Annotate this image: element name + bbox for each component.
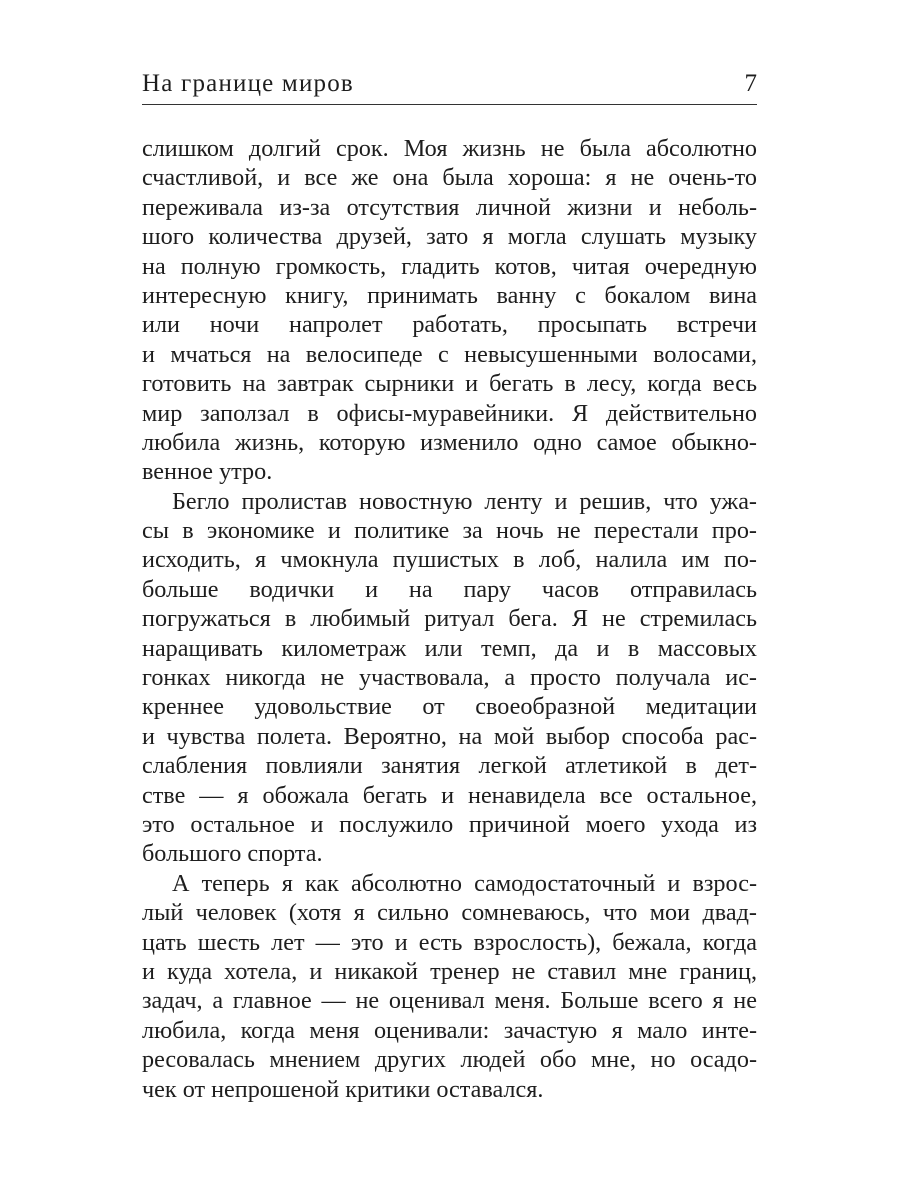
running-header [142, 66, 757, 105]
text-line: счастливой, и все же она была хороша: я не очень-то [142, 164, 757, 192]
text-line: Бегло пролистав новостную ленту и решив, что ужа- [172, 487, 757, 515]
text-line: или ночи напролет работать, просыпать встречи [142, 311, 757, 339]
text-line: венное утро. [142, 458, 273, 486]
text-line: переживала из-за отсутствия личной жизни и неболь- [142, 193, 757, 221]
paragraph [142, 487, 757, 869]
body-text [142, 134, 757, 1104]
text-line: стве — я обожала бегать и ненавидела все остальное, [142, 781, 757, 809]
text-line: слабления повлияли занятия легкой атлетикой в дет- [142, 752, 757, 780]
text-line: исходить, я чмокнула пушистых в лоб, налила им по- [142, 546, 757, 574]
page-number: 7 [744, 70, 757, 97]
text-line: гонках никогда не участвовала, а просто получала ис- [142, 664, 757, 692]
text-line: наращивать километраж или темп, да и в массовых [142, 634, 757, 662]
text-line: задач, а главное — не оценивал меня. Больше всего я не [142, 987, 757, 1015]
text-line: креннее удовольствие от своеобразной медитации [142, 693, 757, 721]
text-line: интересную книгу, принимать ванну с бокалом вина [142, 281, 757, 309]
text-line: и чувства полета. Вероятно, на мой выбор способа рас- [142, 722, 757, 750]
text-line: шого количества друзей, зато я могла слушать музыку [142, 223, 757, 251]
text-line: больше водички и на пару часов отправилась [142, 575, 757, 603]
paragraph [142, 869, 757, 1104]
text-line: мир заползал в офисы-муравейники. Я действительно [142, 399, 757, 427]
text-line: большого спорта. [142, 840, 323, 868]
text-line: ресовалась мнением других людей обо мне, но осадо- [142, 1046, 757, 1074]
text-line: на полную громкость, гладить котов, читая очередную [142, 252, 757, 280]
text-line: любила, когда меня оценивали: зачастую я мало инте- [142, 1016, 757, 1044]
text-line: А теперь я как абсолютно самодостаточный и взрос- [172, 869, 757, 897]
text-line: цать шесть лет — это и есть взрослость), бежала, когда [142, 928, 757, 956]
text-line: слишком долгий срок. Моя жизнь не была абсолютно [142, 135, 757, 162]
text-line: погружаться в любимый ритуал бега. Я не стремилась [142, 605, 757, 633]
text-line: готовить на завтрак сырники и бегать в лесу, когда весь [142, 370, 757, 398]
paragraph [142, 134, 757, 487]
text-line: любила жизнь, которую изменило одно самое обыкно- [142, 428, 757, 456]
text-line: лый человек (хотя я сильно сомневаюсь, что мои двад- [142, 899, 757, 927]
running-title: На границе миров [142, 70, 354, 97]
text-line: сы в экономике и политике за ночь не перестали про- [142, 517, 757, 545]
text-line: чек от непрошеной критики оставался. [142, 1075, 544, 1103]
text-line: это остальное и послужило причиной моего ухода из [142, 810, 757, 838]
text-line: и куда хотела, и никакой тренер не ставил мне границ, [142, 957, 757, 985]
text-line: и мчаться на велосипеде с невысушенными волосами, [142, 340, 757, 368]
